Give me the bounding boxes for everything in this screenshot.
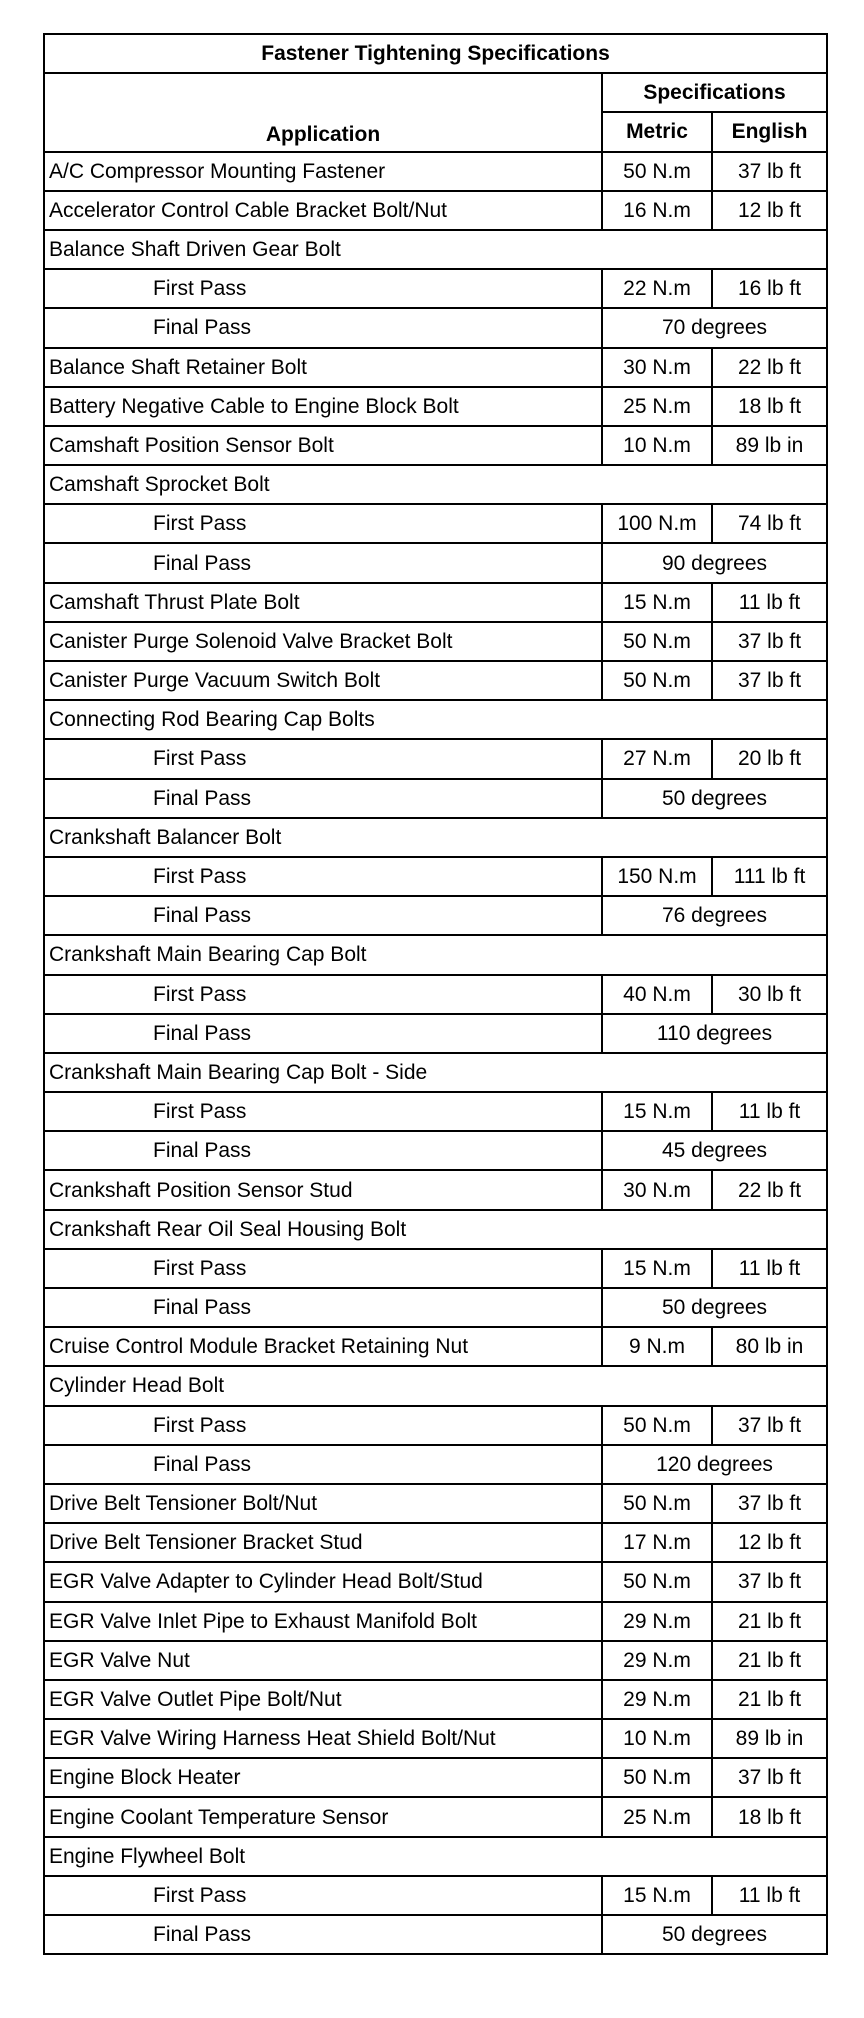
table-row [44,426,827,465]
table-row [44,348,827,387]
table-title: Fastener Tightening Specifications [44,34,827,73]
english-value: 89 lb in [712,426,827,465]
application-label: Balance Shaft Retainer Bolt [44,348,602,387]
table-row [44,1719,827,1758]
angle-spec: 45 degrees [602,1131,827,1170]
step-label: First Pass [44,739,602,778]
application-label: Drive Belt Tensioner Bolt/Nut [44,1484,602,1523]
table-row [44,583,827,622]
table-row [44,739,827,778]
table-row [44,1680,827,1719]
step-label: Final Pass [44,779,602,818]
angle-spec: 50 degrees [602,779,827,818]
english-header: English [712,112,827,151]
metric-value: 30 N.m [602,1170,712,1209]
metric-value: 17 N.m [602,1523,712,1562]
application-label: Accelerator Control Cable Bracket Bolt/Nut [44,191,602,230]
english-value: 12 lb ft [712,1523,827,1562]
table-title-row [44,34,827,73]
application-label: Camshaft Position Sensor Bolt [44,426,602,465]
step-label: First Pass [44,1876,602,1915]
angle-spec: 50 degrees [602,1915,827,1954]
application-label: Engine Flywheel Bolt [44,1837,827,1876]
table-row [44,622,827,661]
application-label: Battery Negative Cable to Engine Block Bolt [44,387,602,426]
metric-header: Metric [602,112,712,151]
table-row [44,779,827,818]
application-label: Drive Belt Tensioner Bracket Stud [44,1523,602,1562]
table-row [44,896,827,935]
angle-spec: 90 degrees [602,543,827,582]
metric-value: 50 N.m [602,152,712,191]
metric-value: 50 N.m [602,661,712,700]
application-label: Camshaft Sprocket Bolt [44,465,827,504]
metric-value: 27 N.m [602,739,712,778]
english-value: 37 lb ft [712,661,827,700]
table-row [44,935,827,974]
application-label: Balance Shaft Driven Gear Bolt [44,230,827,269]
english-value: 18 lb ft [712,387,827,426]
table-row [44,1092,827,1131]
english-value: 22 lb ft [712,348,827,387]
angle-spec: 110 degrees [602,1014,827,1053]
english-value: 37 lb ft [712,1758,827,1797]
english-value: 20 lb ft [712,739,827,778]
table-row [44,1406,827,1445]
application-label: Cylinder Head Bolt [44,1366,827,1405]
metric-value: 50 N.m [602,622,712,661]
application-label: Crankshaft Main Bearing Cap Bolt [44,935,827,974]
step-label: Final Pass [44,1131,602,1170]
angle-spec: 76 degrees [602,896,827,935]
english-value: 111 lb ft [712,857,827,896]
english-value: 30 lb ft [712,975,827,1014]
table-row [44,152,827,191]
angle-spec: 50 degrees [602,1288,827,1327]
specifications-header: Specifications [602,73,827,112]
metric-value: 50 N.m [602,1406,712,1445]
application-label: EGR Valve Nut [44,1641,602,1680]
table-row [44,1053,827,1092]
application-label: EGR Valve Wiring Harness Heat Shield Bolt/Nut [44,1719,602,1758]
english-value: 16 lb ft [712,269,827,308]
application-label: EGR Valve Inlet Pipe to Exhaust Manifold Bolt [44,1602,602,1641]
english-value: 37 lb ft [712,1406,827,1445]
application-label: EGR Valve Adapter to Cylinder Head Bolt/Stud [44,1562,602,1601]
step-label: Final Pass [44,1288,602,1327]
application-label: Crankshaft Balancer Bolt [44,818,827,857]
table-row [44,1523,827,1562]
table-row [44,1562,827,1601]
step-label: First Pass [44,1092,602,1131]
table-row [44,465,827,504]
table-header-row [44,73,827,112]
fastener-spec-table [43,33,828,1955]
english-value: 11 lb ft [712,1092,827,1131]
application-label: Engine Block Heater [44,1758,602,1797]
application-label: Canister Purge Vacuum Switch Bolt [44,661,602,700]
table-row [44,661,827,700]
application-label: EGR Valve Outlet Pipe Bolt/Nut [44,1680,602,1719]
table-row [44,700,827,739]
metric-value: 10 N.m [602,426,712,465]
angle-spec: 120 degrees [602,1445,827,1484]
metric-value: 9 N.m [602,1327,712,1366]
english-value: 37 lb ft [712,152,827,191]
english-value: 89 lb in [712,1719,827,1758]
english-value: 11 lb ft [712,1876,827,1915]
step-label: Final Pass [44,1915,602,1954]
step-label: Final Pass [44,896,602,935]
table-row [44,1758,827,1797]
metric-value: 50 N.m [602,1484,712,1523]
table-row [44,1288,827,1327]
metric-value: 50 N.m [602,1562,712,1601]
english-value: 18 lb ft [712,1797,827,1836]
metric-value: 15 N.m [602,583,712,622]
metric-value: 22 N.m [602,269,712,308]
table-row [44,269,827,308]
table-row [44,1327,827,1366]
application-header: Application [44,73,602,151]
application-label: A/C Compressor Mounting Fastener [44,152,602,191]
table-row [44,1915,827,1954]
step-label: First Pass [44,1249,602,1288]
metric-value: 29 N.m [602,1680,712,1719]
metric-value: 16 N.m [602,191,712,230]
angle-spec: 70 degrees [602,308,827,347]
table-row [44,1602,827,1641]
metric-value: 150 N.m [602,857,712,896]
metric-value: 25 N.m [602,1797,712,1836]
metric-value: 15 N.m [602,1249,712,1288]
step-label: First Pass [44,1406,602,1445]
application-label: Crankshaft Rear Oil Seal Housing Bolt [44,1210,827,1249]
metric-value: 29 N.m [602,1641,712,1680]
step-label: First Pass [44,975,602,1014]
application-label: Engine Coolant Temperature Sensor [44,1797,602,1836]
metric-value: 15 N.m [602,1092,712,1131]
table-row [44,818,827,857]
table-row [44,1641,827,1680]
application-label: Canister Purge Solenoid Valve Bracket Bolt [44,622,602,661]
table-row [44,387,827,426]
table-row [44,857,827,896]
application-label: Crankshaft Main Bearing Cap Bolt - Side [44,1053,827,1092]
english-value: 22 lb ft [712,1170,827,1209]
table-row [44,975,827,1014]
metric-value: 25 N.m [602,387,712,426]
english-value: 21 lb ft [712,1680,827,1719]
table-row [44,1445,827,1484]
table-body [44,152,827,1955]
metric-value: 10 N.m [602,1719,712,1758]
english-value: 11 lb ft [712,1249,827,1288]
metric-value: 15 N.m [602,1876,712,1915]
step-label: First Pass [44,857,602,896]
english-value: 37 lb ft [712,1484,827,1523]
table-row [44,1014,827,1053]
table-row [44,191,827,230]
application-label: Crankshaft Position Sensor Stud [44,1170,602,1209]
table-row [44,230,827,269]
step-label: First Pass [44,269,602,308]
metric-value: 29 N.m [602,1602,712,1641]
table-row [44,543,827,582]
metric-value: 40 N.m [602,975,712,1014]
english-value: 11 lb ft [712,583,827,622]
table-row [44,1484,827,1523]
table-row [44,1131,827,1170]
metric-value: 100 N.m [602,504,712,543]
application-label: Cruise Control Module Bracket Retaining Nut [44,1327,602,1366]
application-label: Camshaft Thrust Plate Bolt [44,583,602,622]
table-row [44,504,827,543]
step-label: First Pass [44,504,602,543]
table-row [44,1170,827,1209]
english-value: 21 lb ft [712,1641,827,1680]
english-value: 12 lb ft [712,191,827,230]
table-row [44,308,827,347]
step-label: Final Pass [44,1014,602,1053]
table-row [44,1876,827,1915]
table-row [44,1249,827,1288]
english-value: 80 lb in [712,1327,827,1366]
table-row [44,1797,827,1836]
table-row [44,1837,827,1876]
step-label: Final Pass [44,308,602,347]
english-value: 21 lb ft [712,1602,827,1641]
step-label: Final Pass [44,1445,602,1484]
table-row [44,1210,827,1249]
english-value: 37 lb ft [712,622,827,661]
metric-value: 30 N.m [602,348,712,387]
english-value: 37 lb ft [712,1562,827,1601]
step-label: Final Pass [44,543,602,582]
english-value: 74 lb ft [712,504,827,543]
metric-value: 50 N.m [602,1758,712,1797]
application-label: Connecting Rod Bearing Cap Bolts [44,700,827,739]
table-row [44,1366,827,1405]
